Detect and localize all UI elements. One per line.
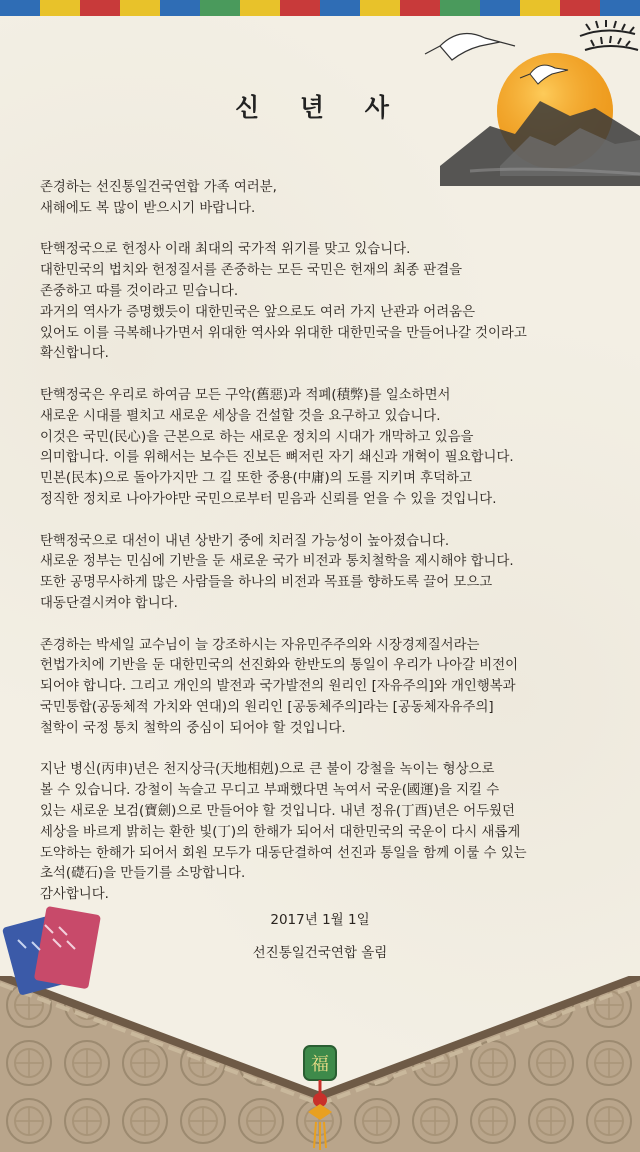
text-line: 볼 수 있습니다. 강철이 녹슬고 무디고 부패했다면 녹여서 국운(國運)을 지킬 수: [40, 783, 500, 799]
text-line: 초석(礎石)을 만들기를 소망합니다.: [40, 866, 246, 882]
pine-icon: [580, 20, 638, 50]
text-line: 새로운 정부는 민심에 기반을 둔 새로운 국가 비전과 통치철학을 제시해야 합니다.: [40, 554, 514, 570]
text-line: 이것은 국민(民心)을 근본으로 하는 새로운 정치의 시대가 개막하고 있음을: [40, 429, 474, 445]
text-line: 대한민국의 법치와 헌정질서를 존중하는 모든 국민은 헌재의 최종 판결을: [40, 263, 463, 279]
paragraph-crisis: [40, 240, 610, 365]
text-line: 헌법가치에 기반을 둔 대한민국의 선진화와 한반도의 통일이 우리가 나아갈 비전이: [40, 658, 519, 674]
text-line: 존경하는 선진통일건국연합 가족 여러분,: [40, 180, 277, 195]
text-line: 존중하고 따를 것이라고 믿습니다.: [40, 283, 239, 299]
text-line: 과거의 역사가 증명했듯이 대한민국은 앞으로도 여러 가지 난관과 어려움은: [40, 304, 476, 320]
text-line: 확신합니다.: [40, 346, 109, 362]
text-line: 탄핵정국으로 헌정사 이래 최대의 국가적 위기를 맞고 있습니다.: [40, 242, 411, 258]
paragraph-new-year: [40, 760, 610, 906]
text-line: 국민통합(공동체적 가치와 연대)의 원리인 [공동체주의]라는 [공동체자유주의]: [40, 699, 494, 715]
text-line: 정직한 정치로 나아가야만 국민으로부터 믿음과 신뢰를 얻을 수 있을 것입니다.: [40, 491, 497, 507]
paragraph-election: [40, 532, 610, 615]
text-line: 민본(民本)으로 돌아가지만 그 길 또한 중용(中庸)의 도를 지키며 후덕하고: [40, 471, 472, 487]
text-line: 새로운 시대를 펼치고 새로운 세상을 건설할 것을 요구하고 있습니다.: [40, 408, 441, 424]
letter-body: [40, 178, 610, 927]
text-line: 대동단결시켜야 합니다.: [40, 595, 178, 611]
text-line: 또한 공명무사하게 많은 사람들을 하나의 비전과 목표를 향하도록 끌어 모으고: [40, 575, 493, 591]
text-line: 의미합니다. 이를 위해서는 보수든 진보든 뼈저린 자기 쇄신과 개혁이 필요합니다.: [40, 450, 514, 466]
text-line: 존경하는 박세일 교수님이 늘 강조하시는 자유민주주의와 시장경제질서라는: [40, 637, 480, 653]
text-line: 지난 병신(丙申)년은 천지상극(天地相剋)으로 큰 불이 강철을 녹이는 형상으로: [40, 762, 495, 778]
top-color-stripe: [0, 0, 640, 16]
text-line: 있어도 이를 극복해나가면서 위대한 역사와 위대한 대한민국을 만들어나갈 것이라고: [40, 325, 527, 341]
letter-date: 2017년 1월 1일: [270, 912, 370, 928]
text-line: 철학이 국정 통치 철학의 중심이 되어야 할 것입니다.: [40, 720, 346, 736]
letter-signature: 선진통일건국연합 올림: [252, 945, 388, 961]
page-title: 신 년 사: [235, 93, 405, 122]
paragraph-greeting: [40, 178, 610, 220]
text-line: 세상을 바르게 밝히는 환한 빛(丁)의 한해가 되어서 대한민국의 국운이 다시 새롭게: [40, 824, 521, 840]
text-line: 새해에도 복 많이 받으시기 바랍니다.: [40, 200, 256, 216]
text-line: 탄핵정국은 우리로 하여금 모든 구악(舊惡)과 적폐(積弊)를 일소하면서: [40, 387, 451, 403]
lucky-charm-icon: [290, 1042, 350, 1152]
pouch-icon: [0, 900, 110, 1010]
paragraph-philosophy: [40, 636, 610, 740]
text-line: 되어야 합니다. 그리고 개인의 발전과 국가발전의 원리인 [자유주의]와 개인행복과: [40, 679, 516, 695]
text-line: 감사합니다.: [40, 887, 109, 903]
paragraph-reform: [40, 386, 610, 511]
text-line: 도약하는 한해가 되어서 회원 모두가 대동단결하여 선진과 통일을 함께 이룰 수 있는: [40, 845, 527, 861]
text-line: 탄핵정국으로 대선이 내년 상반기 중에 치러질 가능성이 높아졌습니다.: [40, 533, 450, 549]
crane-icon: [425, 34, 515, 61]
charm-character: 福: [311, 1054, 329, 1075]
text-line: 있는 새로운 보검(寶劍)으로 만들어야 할 것입니다. 내년 정유(丁酉)년은 어두웠던: [40, 803, 515, 819]
